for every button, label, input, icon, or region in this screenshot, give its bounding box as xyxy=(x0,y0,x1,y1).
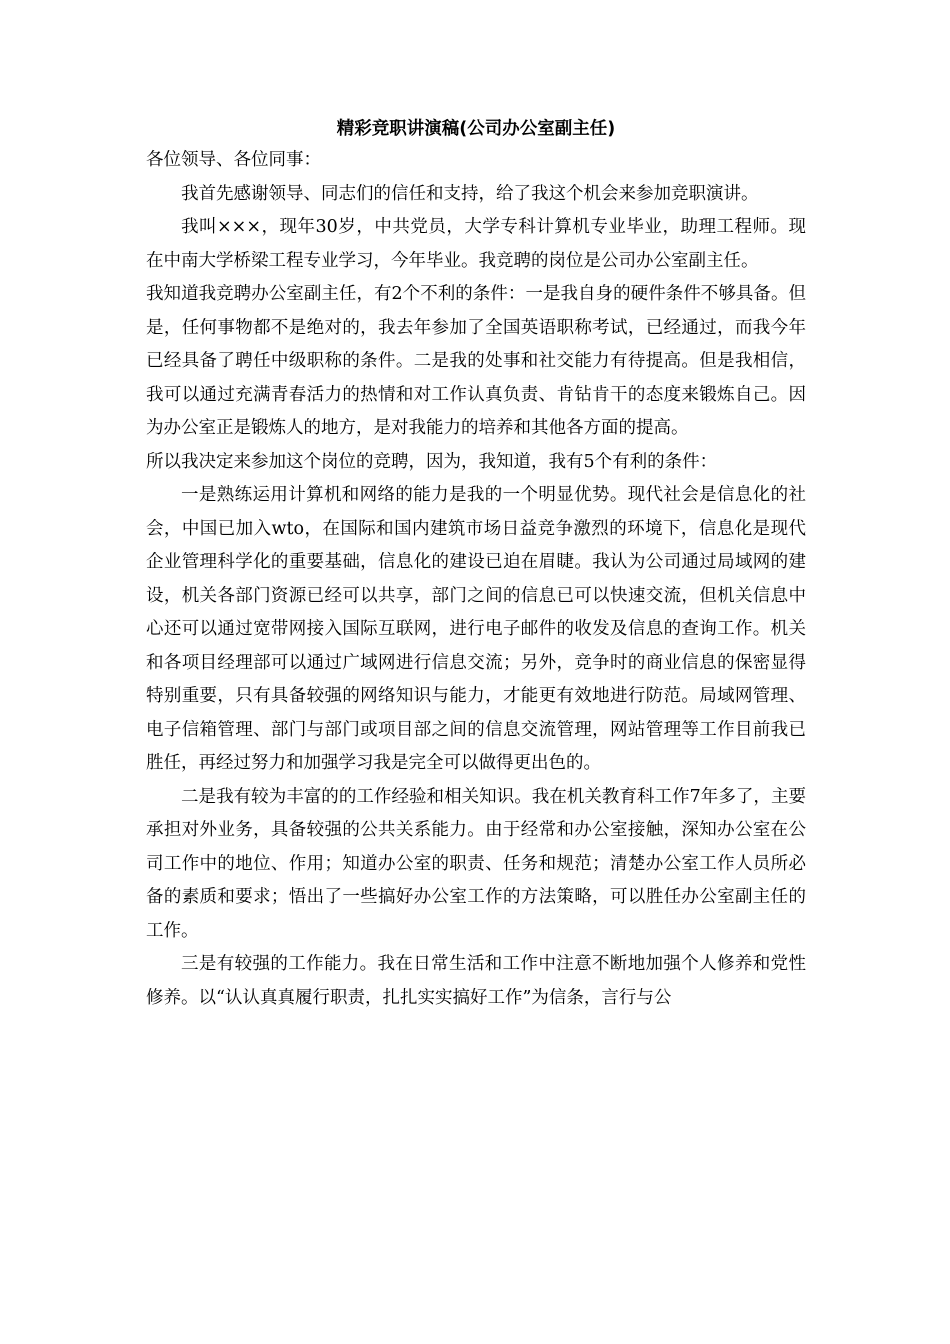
document-body xyxy=(146,118,806,1015)
document-title: 精彩竞职讲演稿(公司办公室副主任) xyxy=(336,119,616,139)
paragraph-advantage-three: 三是有较强的工作能力。我在日常生活和工作中注意不断地加强个人修养和党性修养。以“认认真真履行职责，扎扎实实搞好工作”为信条，言行与公 xyxy=(146,954,806,1008)
paragraph-disadvantages: 我知道我竞聘办公室副主任，有2个不利的条件：一是我自身的硬件条件不够具备。但是，任何事物都不是绝对的，我去年参加了全国英语职称考试，已经通过，而我今年已经具备了聘任中级职称的条件。二是我的处事和社交能力有待提高。但是我相信，我可以通过充满青春活力的热情和对工作认真负责、肯钻肯干的态度来锻炼自己。因为办公室正是锻炼人的地方，是对我能力的培养和其他各方面的提高。 xyxy=(146,284,806,438)
paragraph-advantage-one: 一是熟练运用计算机和网络的能力是我的一个明显优势。现代社会是信息化的社会，中国已加入wto，在国际和国内建筑市场日益竞争激烈的环境下，信息化是现代企业管理科学化的重要基础，信息化的建设已迫在眉睫。我认为公司通过局域网的建设，机关各部门资源已经可以共享，部门之间的信息已可以快速交流，但机关信息中心还可以通过宽带网接入国际互联网，进行电子邮件的收发及信息的查询工作。机关和各项目经理部可以通过广域网进行信息交流；另外，竞争时的商业信息的保密显得特别重要，只有具备较强的网络知识与能力，才能更有效地进行防范。局域网管理、电子信箱管理、部门与部门或项目部之间的信息交流管理，网站管理等工作目前我已胜任，再经过努力和加强学习我是完全可以做得更出色的。 xyxy=(146,485,806,773)
paragraph-advantage-two: 二是我有较为丰富的的工作经验和相关知识。我在机关教育科工作7年多了，主要承担对外业务，具备较强的公共关系能力。由于经常和办公室接触，深知办公室在公司工作中的地位、作用；知道办公室的职责、任务和规范；清楚办公室工作人员所必备的素质和要求；悟出了一些搞好办公室工作的方法策略，可以胜任办公室副主任的工作。 xyxy=(146,786,806,941)
paragraph-self-introduction: 我叫×××，现年30岁，中共党员，大学专科计算机专业毕业，助理工程师。现在中南大学桥梁工程专业学习，今年毕业。我竞聘的岗位是公司办公室副主任。 xyxy=(146,217,806,271)
paragraph-decision: 所以我决定来参加这个岗位的竞聘，因为，我知道，我有5个有利的条件： xyxy=(146,451,718,472)
paragraph-salutation: 各位领导、各位同事： xyxy=(146,150,321,170)
paragraph-thanks: 我首先感谢领导、同志们的信任和支持，给了我这个机会来参加竞职演讲。 xyxy=(181,183,759,204)
